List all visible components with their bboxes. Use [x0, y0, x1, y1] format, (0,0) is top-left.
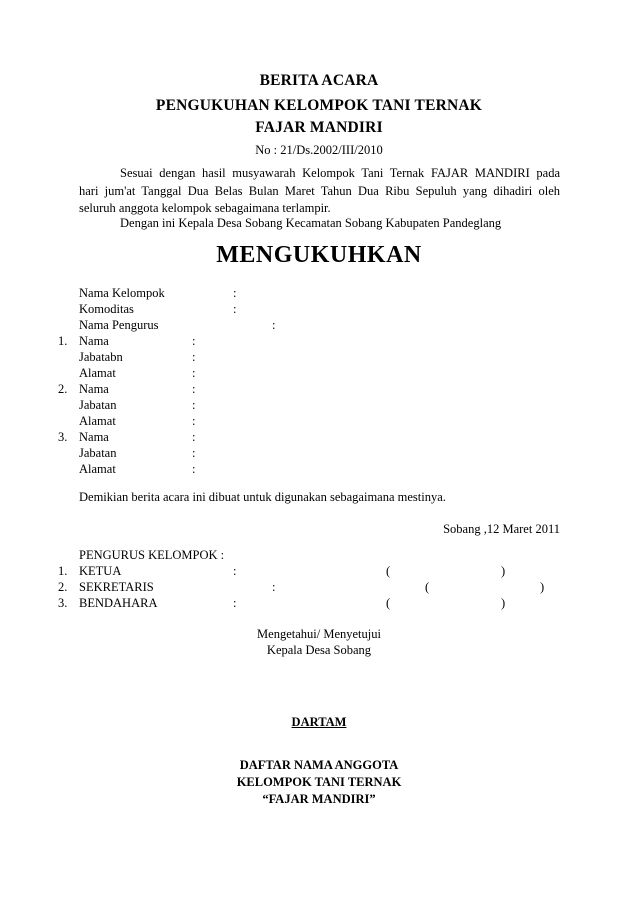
list-number: 1. [58, 564, 68, 578]
signature-bracket-open: ( [425, 580, 430, 594]
board-role-secretary: SEKRETARIS [79, 580, 154, 594]
members-title-line-3: “FAJAR MANDIRI” [262, 792, 376, 806]
intro-paragraph-2: Dengan ini Kepala Desa Sobang Kecamatan Sobang Kabupaten Pandeglang [120, 216, 502, 230]
members-title-line-2: KELOMPOK TANI TERNAK [236, 775, 402, 789]
intro-line-2: hari jum'at Tanggal Dua Belas Bulan Maret Tahun Dua Ribu Sepuluh yang dihadiri oleh [79, 184, 560, 198]
field-colon: : [192, 398, 196, 412]
officer-field-label: Alamat [79, 414, 116, 428]
field-colon: : [192, 462, 196, 476]
field-colon: : [192, 366, 196, 380]
decree-heading: MENGUKUHKAN [216, 242, 422, 268]
list-number: 3. [58, 430, 68, 444]
board-heading: PENGURUS KELOMPOK : [79, 548, 225, 562]
title-line-1: BERITA ACARA [259, 72, 379, 89]
field-colon: : [272, 318, 276, 332]
title-line-3: FAJAR MANDIRI [255, 119, 383, 136]
approval-line-1: Mengetahui/ Menyetujui [257, 627, 381, 641]
signature-bracket-close: ) [501, 564, 506, 578]
field-colon: : [272, 580, 276, 594]
officer-field-label: Alamat [79, 366, 116, 380]
field-colon: : [233, 302, 237, 316]
place-date: Sobang ,12 Maret 2011 [443, 522, 560, 536]
officer-field-label: Nama [79, 334, 109, 348]
field-label-commodity: Komoditas [79, 302, 134, 316]
members-title-line-1: DAFTAR NAMA ANGGOTA [239, 758, 399, 772]
field-colon: : [192, 446, 196, 460]
field-colon: : [192, 350, 196, 364]
officer-field-label: Nama [79, 430, 109, 444]
board-role-treasurer: BENDAHARA [79, 596, 158, 610]
field-label-group-name: Nama Kelompok [79, 286, 165, 300]
officer-field-label: Nama [79, 382, 109, 396]
signature-bracket-open: ( [386, 564, 391, 578]
title-line-2: PENGUKUHAN KELOMPOK TANI TERNAK [155, 97, 483, 114]
field-colon: : [233, 286, 237, 300]
list-number: 2. [58, 382, 68, 396]
officer-field-label: Jabatabn [79, 350, 123, 364]
signatory-name: DARTAM [291, 715, 347, 729]
field-colon: : [192, 382, 196, 396]
list-number: 1. [58, 334, 68, 348]
officer-field-label: Jabatan [79, 398, 117, 412]
list-number: 3. [58, 596, 68, 610]
officer-field-label: Jabatan [79, 446, 117, 460]
intro-line-3: seluruh anggota kelompok sebagaimana terlampir. [79, 201, 331, 215]
field-colon: : [192, 430, 196, 444]
document-number: No : 21/Ds.2002/III/2010 [255, 143, 383, 157]
field-colon: : [192, 334, 196, 348]
list-number: 2. [58, 580, 68, 594]
board-role-chairman: KETUA [79, 564, 122, 578]
field-colon: : [192, 414, 196, 428]
signature-bracket-open: ( [386, 596, 391, 610]
closing-statement: Demikian berita acara ini dibuat untuk digunakan sebagaimana mestinya. [79, 490, 446, 504]
officer-field-label: Alamat [79, 462, 116, 476]
intro-line-1: Sesuai dengan hasil musyawarah Kelompok Tani Ternak FAJAR MANDIRI pada [120, 166, 560, 180]
signature-bracket-close: ) [540, 580, 545, 594]
approval-line-2: Kepala Desa Sobang [266, 643, 372, 657]
signature-bracket-close: ) [501, 596, 506, 610]
field-label-board-names: Nama Pengurus [79, 318, 159, 332]
field-colon: : [233, 596, 237, 610]
field-colon: : [233, 564, 237, 578]
